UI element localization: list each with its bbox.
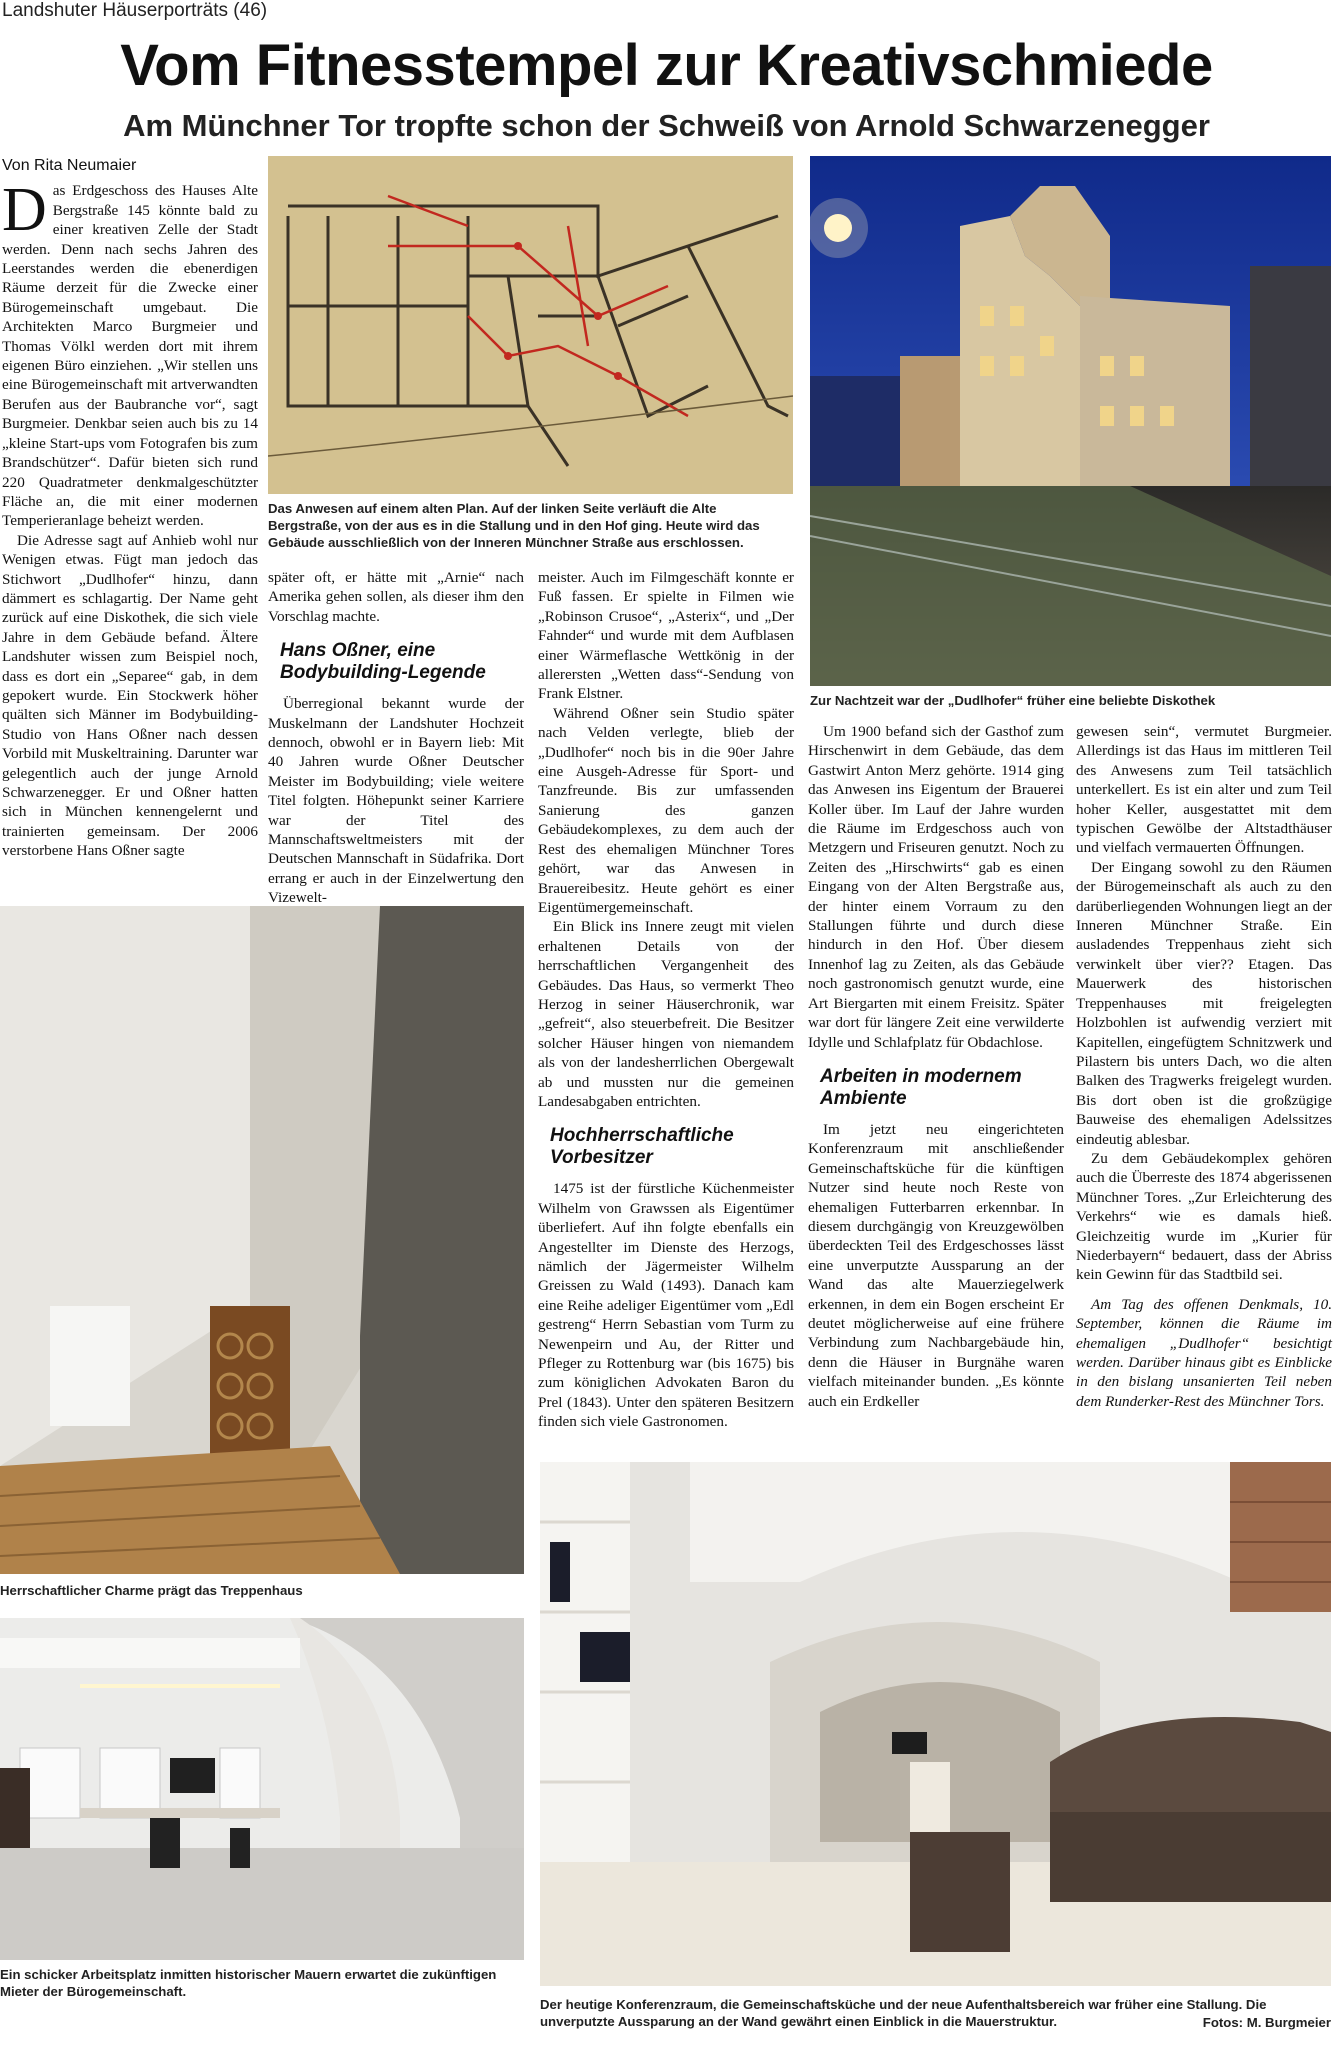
plan-caption: Das Anwesen auf einem alten Plan. Auf der linken Seite verläuft die Alte Bergstraße, von der aus es in die Stallung und in den Hof ging. Heute wird das Gebäude ausschließlich von der Inneren Münchner Straße aus erschlossen. [268, 501, 760, 550]
series-label: Landshuter Häuserporträts (46) [2, 0, 268, 21]
paragraph: Der Eingang sowohl zu den Räumen der Bürogemeinschaft als auch zu den darüberliegenden Wohnungen liegt an der Inneren Münchner Straße. Ein ausladendes Treppenhaus zieht sich verwinkelt über vier?? Etagen. Das Mauerwerk des historischen Treppenhauses mit freigelegten Holzbohlen ist aufwendig verziert mit Kapitellen, eingefügtem Schnitzwerk und Pilastern bis unters Dach, wo die alten Balken des Tragwerks freigelegt wurden. Bis dort oben ist die großzügige Bauweise des ehemaligen Adelssitzes eindeutig ablesbar. [1076, 858, 1332, 1148]
column-1 [2, 156, 258, 861]
night-caption: Zur Nachtzeit war der „Dudlhofer“ früher eine beliebte Diskothek [810, 693, 1216, 708]
column-3 [538, 568, 794, 1432]
byline: Von Rita Neumaier [2, 157, 137, 174]
lounge-photo [540, 1462, 1331, 1986]
subheadline: Am Münchner Tor tropfte schon der Schweiß von Arnold Schwarzenegger [123, 108, 1210, 143]
paragraph: Am Tag des offenen Denkmals, 10. September, können die Räume im ehemaligen „Dudlhofer“ besichtigt werden. Darüber hinaus gibt es Einblicke in den bislang unsanierten Teil neben dem Runderker-Rest des Münchner Tors. [1076, 1295, 1332, 1410]
historic-plan-image [268, 156, 793, 494]
column-4 [808, 722, 1064, 1411]
staircase-photo [0, 906, 524, 1574]
paragraph: 1475 ist der fürstliche Küchenmeister Wilhelm von Grawssen als Eigentümer überliefert. Auf ihn folgte ebenfalls ein Angestellter im Dienste des Herzogs, nämlich der Jägermeister Wilhelm Greissen zu Wald (1493). Danach kam eine Reihe adeliger Eigentümer vom „Edl gestreng“ Herrn Sebastian vom Turm zu Newenpeirn und Au, der Ritter und Pfleger zu Rottenburg war (bis 1675) bis zum königlichen Advokaten Baron du Prel (1843). Unter den späteren Besitzern finden sich viele Gastronomen. [538, 1180, 794, 1431]
paragraph: später oft, er hätte mit „Arnie“ nach Amerika gehen sollen, als dieser ihm den Vorschlag machte. [268, 569, 524, 625]
section-subtitle: Hans Oßner, eine Bodybuilding-Legende [280, 640, 486, 684]
paragraph: Das Erdgeschoss des Hauses Alte Bergstraße 145 könnte bald zu einer kreativen Zelle der Stadt werden. Denn nach sechs Jahren des Leerstandes werden die ebenerdigen Räume derzeit für die Zwecke einer Bürogemeinschaft umgebaut. Die Architekten Marco Burgmeier und Thomas Völkl werden dort mit ihrem eigenen Büro einziehen. „Wir stellen uns eine Bürogemeinschaft mit artverwandten Berufen aus der Baubranche vor“, sagt Burgmeier. Denkbar seien auch bis zu 14 „kleine Start-ups vom Fotografen bis zum Brandschützer“. Dafür bieten sich rund 220 Quadratmeter denkmalgeschützter Fläche an, die mit einer modernen Temperieranlage beheizt werden. [2, 176, 258, 530]
paragraph: Die Adresse sagt auf Anhieb wohl nur Wenigen etwas. Fügt man jedoch das Stichwort „Dudlhofer“ hinzu, dann dämmert es schlagartig. Der Name geht zurück auf eine Diskothek, die sich viele Jahre in dem Gebäude befand. Ältere Landshuter wissen zum Beispiel noch, dass es dort ein „Separee“ gab, in dem gepokert wurde. Ein Stockwerk höher quälten sich Männer im Bodybuilding-Studio von Hans Oßner nach dessen Vorbild mit Muskeltraining. Darunter war gelegentlich auch der junge Arnold Schwarzenegger. Er und Oßner hatten sich in München kennengelernt und trainierten gemeinsam. Der 2006 verstorbene Hans Oßner sagte [2, 531, 258, 860]
paragraph: Um 1900 befand sich der Gasthof zum Hirschenwirt in dem Gebäude, das dem Gastwirt Anton Merz gehörte. 1914 ging das Anwesen ins Eigentum der Brauerei Koller über. Im Lauf der Jahre wurden die Räume im Erdgeschoss auch von Metzgern und Friseuren genutzt. Noch zu Zeiten des „Hirschwirts“ gab es einen Eingang von der Alten Bergstraße aus, der hinter einem Vorraum zu den Stallungen führte und durch diese hindurch in den Hof. Über diesem Innenhof lag zu Zeiten, als das Gebäude noch gastronomisch genutzt wurde, eine Art Biergarten mit einem Freisitz. Später war dort für längere Zeit eine verwilderte Idylle und Schlafplatz für Obdachlose. [808, 723, 1064, 1051]
column-2 [268, 568, 524, 908]
photo-credit: Fotos: M. Burgmeier [1202, 2015, 1331, 2030]
headline: Vom Fitnesstempel zur Kreativschmiede [120, 33, 1213, 98]
section-subtitle: Arbeiten in modernem Ambiente [820, 1065, 1022, 1109]
paragraph: gewesen sein“, vermutet Burgmeier. Allerdings ist das Haus im mittleren Teil des Anwesens zum Teil tatsächlich unterkellert. Es ist ein alter und zum Teil hoher Keller, ausgestattet mit dem typischen Gewölbe der Altstadthäuser und vielfach vermauerten Öffnungen. [1076, 723, 1332, 857]
paragraph: Im jetzt neu eingerichteten Konferenzraum mit anschließender Gemeinschaftsküche für die künftigen Nutzer sind heute noch Reste von ehemaligen Futterbarren erkennbar. In diesem durchgängig von Kreuzgewölben überdeckten Teil des Erdgeschosses lässt eine unverputzte Aussparung an der Wand das alte Mauerziegelwerk erkennen, in dem ein Bogen erscheint Er deutet möglicherweise auf eine frühere Verbindung zum Nachbargebäude hin, denn die Häuser in Burgnähe waren vielfach miteinander bunden. „Es könnte auch ein Erdkeller [808, 1120, 1064, 1410]
paragraph: Ein Blick ins Innere zeugt mit vielen erhaltenen Details von der herrschaftlichen Vergangenheit des Gebäudes. Das Haus, so vermerkt Theo Herzog in seiner Häuserchronik, war „gefreit“, also steuerbefreit. Die Besitzer solcher Häuser hingen von niemandem als von der landesherrlichen Obergewalt ab und mussten nur die gemeinen Landesabgaben entrichten. [538, 918, 794, 1110]
paragraph: Überregional bekannt wurde der Muskelmann der Landshuter Hochzeit dennoch, obwohl er in Bayern lieb: Mit 40 Jahren wurde Oßner Deutscher Meister im Bodybuilding; viele weitere Titel folgten. Höhepunkt seiner Karriere war der Titel des Mannschaftsweltmeisters mit der Deutschen Mannschaft in Südafrika. Dort errang er auch in der Einzelwertung den Vizewelt- [268, 695, 524, 907]
office-photo [0, 1618, 524, 1960]
lounge-caption: Der heutige Konferenzraum, die Gemeinschaftsküche und der neue Aufenthaltsbereich war früher eine Stallung. Die unverputzte Aussparung an der Wand gewährt einen Einblick in die Mauerstruktur. [540, 1997, 1267, 2029]
column-5 [1076, 722, 1332, 1411]
paragraph: meister. Auch im Filmgeschäft konnte er Fuß fassen. Er spielte in Filmen wie „Robinson Crusoe“, „Asterix“, und „Der Fahnder“ und wurde mit dem Aufblasen einer Wärmeflasche Wettkönig in der allerersten „Wetten dass“-Sendung von Frank Elstner. [538, 569, 794, 703]
paragraph: Während Oßner sein Studio später nach Velden verlegte, blieb der „Dudlhofer“ noch bis in die 90er Jahre eine Ausgeh-Adresse für Sport- und Tanzfreunde. Bis zur umfassenden Sanierung des ganzen Gebäudekomplexes, zu dem auch der Rest des ehemaligen Münchner Tores gehört, war das Anwesen in Brauereibesitz. Heute gehört es einer Eigentümergemeinschaft. [538, 704, 794, 916]
paragraph: Zu dem Gebäudekomplex gehören auch die Überreste des 1874 abgerissenen Münchner Tores. „Zur Erleichterung des Verkehrs“ wie es damals hieß. Gleichzeitig wurde im „Kurier für Niederbayern“ bedauert, dass der Abriss kein Gewinn für das Stadtbild sei. [1076, 1149, 1332, 1284]
event-note [1076, 1295, 1332, 1411]
drop-cap: D [2, 176, 47, 245]
office-caption: Ein schicker Arbeitsplatz inmitten historischer Mauern erwartet die zukünftigen Mieter der Bürogemeinschaft. [0, 1967, 497, 1999]
staircase-caption: Herrschaftlicher Charme prägt das Treppenhaus [0, 1583, 303, 1598]
night-building-photo [810, 156, 1331, 686]
section-subtitle: Hochherrschaftliche Vorbesitzer [550, 1125, 734, 1169]
